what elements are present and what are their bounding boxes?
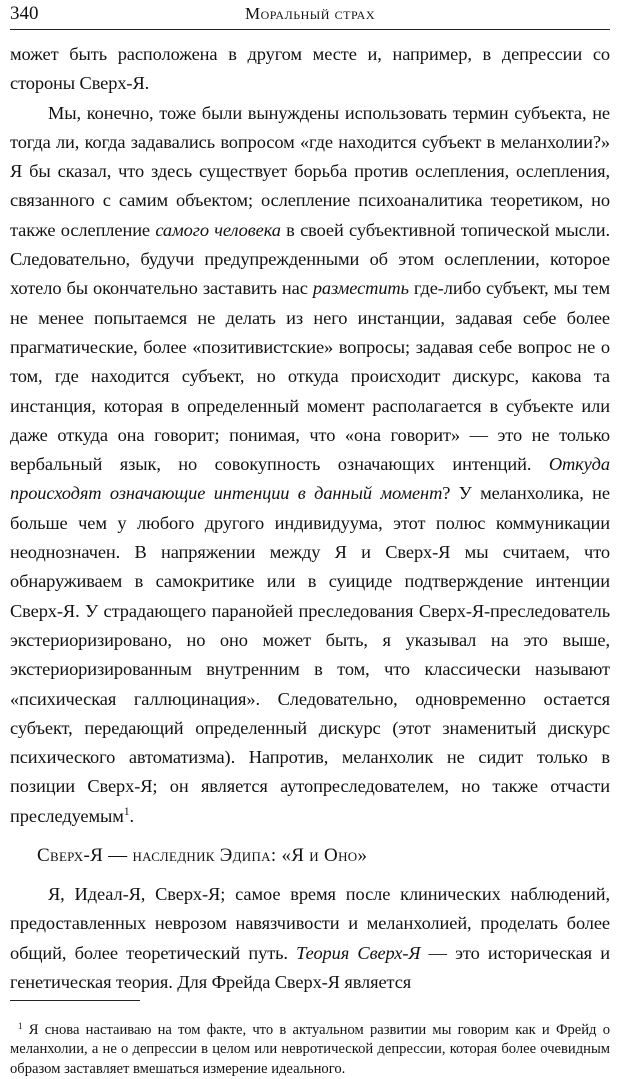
- section-heading: Сверх-Я — наследник Эдипа: «Я и Оно»: [37, 845, 368, 866]
- italic-text: самого человека: [155, 219, 281, 240]
- italic-text: Откуда происходят означающие интенции в данный момент: [10, 454, 610, 504]
- paragraph-continued: может быть расположена в другом месте и, например, в депрессии со стороны Сверх-Я.: [10, 44, 610, 94]
- footnote-rule: [10, 1000, 140, 1001]
- paragraph: [10, 880, 610, 997]
- text-run: Я, Идеал-Я, Сверх-Я; самое время после клинических наблюдений, предоставленных неврозом навязчивости и меланхолией, проделать более общий, более теоретический путь.: [10, 884, 610, 963]
- text-run: .: [129, 805, 134, 826]
- page-header: [10, 2, 610, 32]
- main-text: [10, 40, 610, 831]
- paragraph: [10, 99, 610, 831]
- text-run: — это историческая и генетическая теория. Для Фрейда Сверх-Я является: [10, 942, 611, 992]
- text-run: Мы, конечно, тоже были вынуждены использовать термин субъекта, не тогда ли, когда задавались вопросом «где находится субъект в меланхолии?» Я бы сказал, что здесь существует борьба против ослепления, ослепления, связанного с самим объектом; ослепление психоаналитика теоретиком, но также ослепление: [10, 102, 610, 240]
- text-run: где-либо субъект, мы тем не менее попытаемся не делать из него инстанции, задавая себе более прагматические, более «позитивистские» вопросы; задавая себе вопрос не о том, где находится субъект, но откуда происходит дискурс, какова та инстанция, которая в определенный момент располагается в субъекте или даже откуда она говорит; понимая, что «она говорит» — это не только вербальный язык, но совокупность означающих интенций.: [10, 278, 611, 475]
- footnote-reference[interactable]: 1: [123, 806, 130, 819]
- page-number: 340: [10, 3, 39, 24]
- text-run: ? У меланхолика, не больше чем у любого другого индивидуума, этот полюс коммуникации неоднозначен. В напряжении между Я и Сверх-Я мы считаем, что обнаруживаем в самокритике или в суициде подтверждение интенции Сверх-Я. У страдающего паранойей преследования Сверх-Я-преследователь экстериоризировано, но оно может быть, я указывал на это выше, экстериоризированным внутренним в том, что классически называют «психическая галлюцинация». Следовательно, одновременно остается субъект, передающий определенный дискурс (этот знаменитый дискурс психического автоматизма). Напротив, меланхолик не сидит только в позиции Сверх-Я; он является аутопреследователем, но также отчасти преследуемым: [10, 483, 610, 826]
- running-title: Моральный страх: [245, 4, 375, 23]
- italic-text: Теория Сверх-Я: [296, 942, 421, 963]
- main-text-continued: [10, 880, 610, 997]
- text-run: в своей субъективной топической мысли. Следовательно, будучи предупрежденными об этом ослеплении, которое хотело бы окончательно заставить нас: [10, 219, 610, 299]
- footnote-text: Я снова настаиваю на том факте, что в актуальном развитии мы говорим как и Фрейд о меланхолии, а не о депрессии в целом или невротической депрессии, которая более очевидным образом заставляет вмешаться измерение идеального.: [10, 1021, 610, 1077]
- header-rule: [10, 29, 610, 30]
- footnote: [10, 1021, 610, 1079]
- footnote-marker: 1: [18, 1020, 23, 1031]
- italic-text: разместить: [312, 278, 409, 299]
